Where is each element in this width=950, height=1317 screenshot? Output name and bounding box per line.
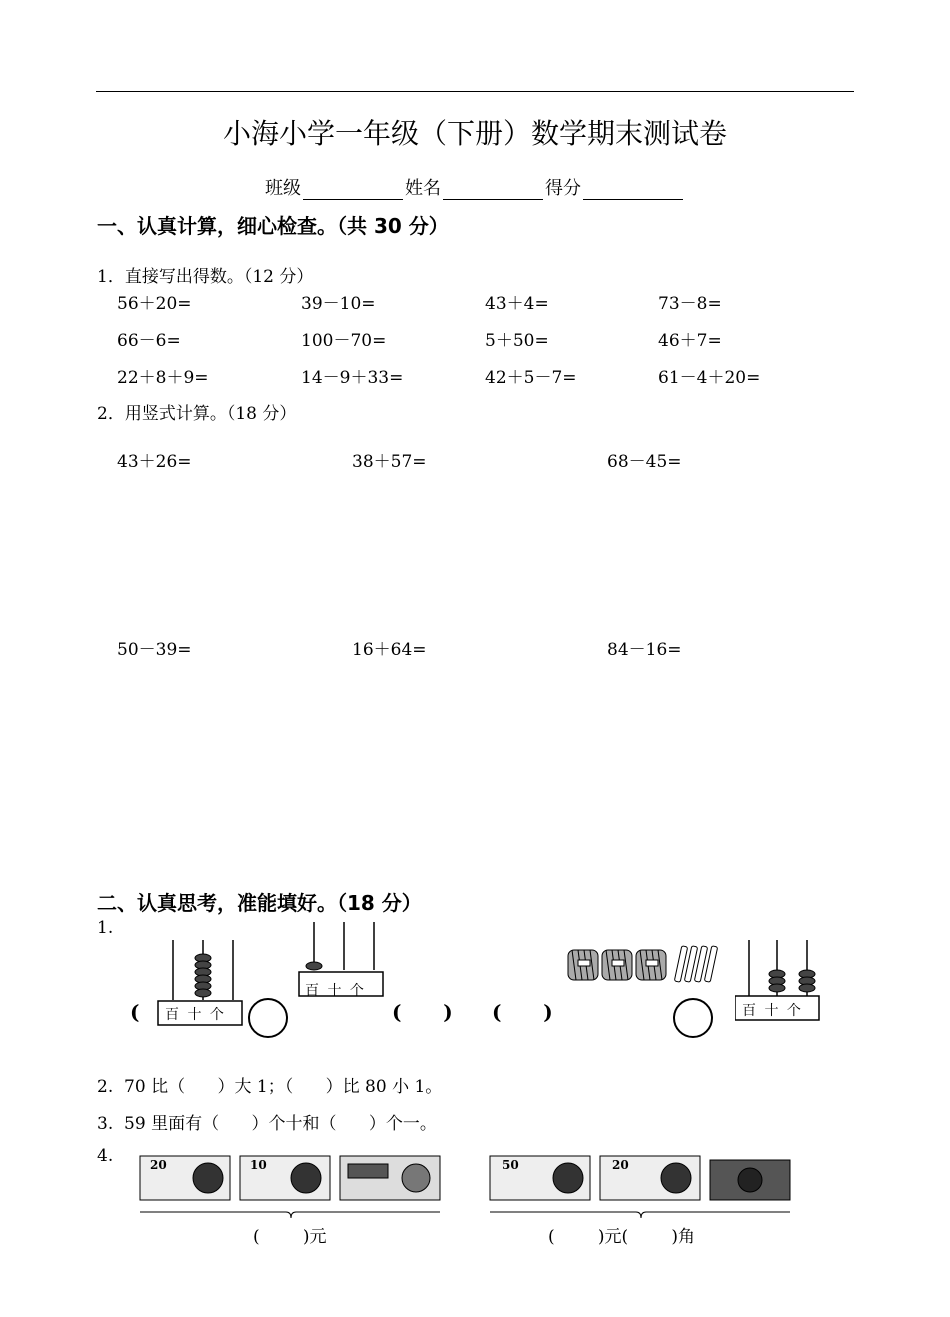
money-answer-left[interactable]: ( )元 [253,1227,327,1247]
problem: 66－6= [117,331,181,351]
abacus-label: 百 十 个 [305,983,366,999]
stick-bundles-image [566,938,726,988]
problem: 42＋5－7= [485,368,577,388]
answer-paren[interactable]: ( ) [392,1000,453,1024]
problem: 16＋64= [352,640,427,660]
compare-circle[interactable] [248,998,288,1038]
problem: 61－4＋20= [658,368,761,388]
section1-heading: 一、认真计算，细心检查。（共 30 分） [97,214,449,238]
compare-circle[interactable] [673,998,713,1038]
question-3: 3. 59 里面有（ ）个十和（ ）个一。 [97,1114,437,1134]
question-2: 2. 70 比（ ）大 1；（ ）比 80 小 1。 [97,1077,443,1097]
top-rule [96,91,854,92]
note-value: 10 [250,1158,267,1172]
class-label: 班级 [265,178,301,199]
q4-number: 4. [97,1146,114,1166]
answer-paren[interactable]: ( ) [492,1000,553,1024]
score-label: 得分 [545,178,581,199]
section2-heading: 二、认真思考，准能填好。（18 分） [97,891,422,915]
problem: 14－9＋33= [301,368,404,388]
banknotes-right-image [486,1152,796,1220]
problem: 39－10= [301,294,376,314]
q1-heading: 1．直接写出得数。（12 分） [97,267,314,287]
problem: 5＋50= [485,331,549,351]
abacus-label: 百 十 个 [165,1007,226,1023]
name-blank[interactable] [443,183,543,200]
answer-paren[interactable]: ( [130,1000,140,1024]
q2-heading: 2．用竖式计算。（18 分） [97,404,297,424]
student-info [0,174,950,200]
note-value: 20 [612,1158,629,1172]
note-value: 20 [150,1158,167,1172]
money-answer-right[interactable]: ( )元( )角 [548,1227,695,1247]
class-blank[interactable] [303,183,403,200]
problem: 38＋57= [352,452,427,472]
problem: 73－8= [658,294,722,314]
problem: 46＋7= [658,331,722,351]
problem: 56＋20= [117,294,192,314]
problem: 84－16= [607,640,682,660]
name-label: 姓名 [405,178,441,199]
problem: 43＋4= [485,294,549,314]
q1-number: 1. [97,918,114,938]
abacus-label: 百 十 个 [742,1003,803,1019]
problem: 50－39= [117,640,192,660]
problem: 22＋8＋9= [117,368,209,388]
problem: 100－70= [301,331,387,351]
score-blank[interactable] [583,183,683,200]
page-title: 小海小学一年级（下册）数学期末测试卷 [222,117,727,150]
problem: 68－45= [607,452,682,472]
note-value: 50 [502,1158,519,1172]
banknotes-left-image [136,1152,446,1220]
problem: 43＋26= [117,452,192,472]
